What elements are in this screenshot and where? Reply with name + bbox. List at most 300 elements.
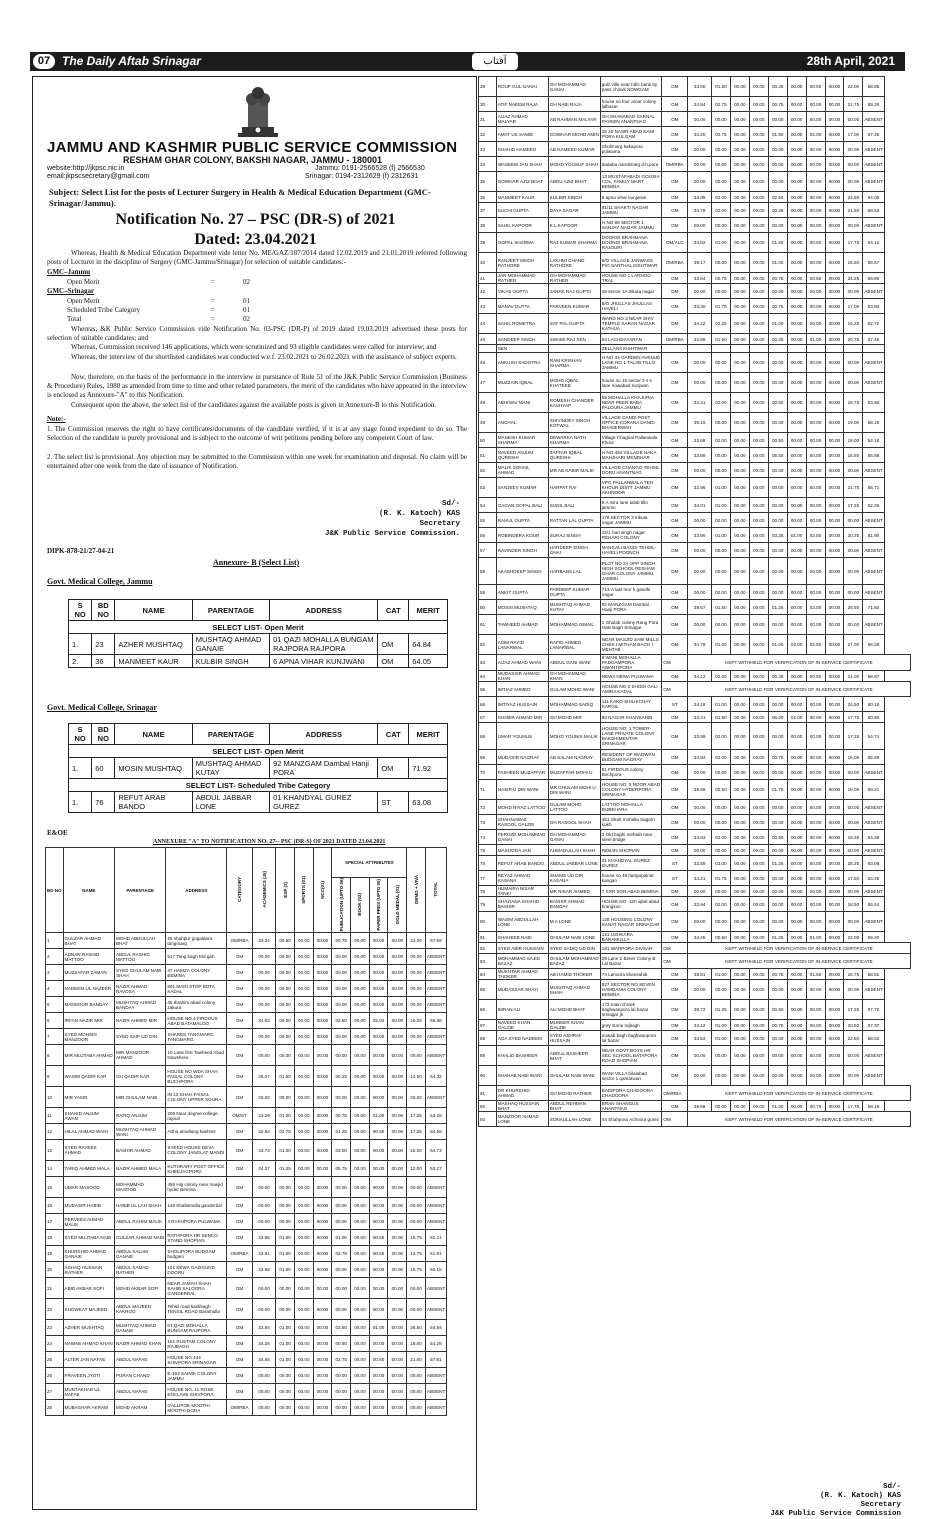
- table-cell: RAFIQ ANJUM: [114, 1108, 165, 1124]
- table-cell: 13 MUSTAFABAD/ GOUSIA COL, FAMILY MART BEMINA: [600, 172, 662, 192]
- table-cell: 00.00: [730, 897, 749, 912]
- table-row: [479, 448, 911, 463]
- table-cell: 00.00: [787, 671, 806, 682]
- table-cell: 25: [46, 1352, 64, 1368]
- table-cell: WARD NO 3 NEAR SHIV TEMPLE KARAN NAGAR KATHUA: [600, 314, 662, 334]
- table-cell: 59.89: [863, 273, 884, 284]
- table-cell: 00.00: [688, 112, 712, 127]
- table-cell: 00.00: [844, 765, 863, 780]
- table-cell: 00.00: [806, 912, 825, 932]
- table-cell: 00.00: [388, 933, 407, 949]
- table-row: [479, 1046, 911, 1066]
- table-cell: OM: [662, 954, 688, 969]
- table-cell: 15.50: [844, 253, 863, 273]
- table-cell: 00.00: [787, 448, 806, 463]
- table-cell: 00.00: [749, 413, 768, 433]
- table-cell: 00.00: [252, 997, 275, 1013]
- table-cell: 00.00: [294, 1400, 313, 1416]
- table-cell: ABSENT: [863, 585, 884, 600]
- table-cell: 01.50: [806, 969, 825, 980]
- table-cell: 00.00: [313, 1087, 332, 1108]
- table-cell: HOUSE NO 1 LARNOO TRAL: [600, 273, 662, 284]
- table-cell: 00.00: [313, 1108, 332, 1124]
- table-cell: 00.00: [825, 273, 844, 284]
- table-cell: ABDUL NAFAE: [114, 1352, 165, 1368]
- table-cell: OM: [662, 886, 688, 897]
- table-cell: 00.00: [825, 192, 844, 203]
- table-cell: SEN: [496, 345, 548, 353]
- table-cell: 02.75: [711, 127, 730, 142]
- table-cell: 51: [479, 448, 497, 463]
- column-header-text: NCC(01): [319, 880, 325, 899]
- table-cell: 34.63: [252, 1013, 275, 1029]
- table-cell: 38.81: [688, 969, 712, 980]
- table-cell: 01.25: [332, 1124, 351, 1140]
- table-cell: 02.25: [711, 314, 730, 334]
- table-cell: 00.00: [294, 1013, 313, 1029]
- table-cell: 00.00: [688, 373, 712, 393]
- table-cell: 10 Lane first Tawheed Abad Nowshera: [166, 1045, 227, 1066]
- table-cell: 33.98: [252, 1262, 275, 1278]
- table-row: [46, 981, 473, 997]
- table-cell: MIR YASIR: [63, 1087, 114, 1108]
- table-cell: 827 SECTOR NO SEVEN HAMDANIA COLONY BEMINA: [600, 980, 662, 1000]
- table-cell: ABSENT: [425, 1029, 446, 1045]
- table-cell: 00.00: [332, 1177, 351, 1198]
- table-cell: ZAFFAR IQBAL QURESHI: [548, 448, 600, 463]
- table-cell: OM: [227, 949, 253, 965]
- table-cell: OM: [227, 1352, 253, 1368]
- table-cell: AIJAZ AHMAD MALYAR: [496, 112, 548, 127]
- table-cell: 00.00: [313, 1161, 332, 1177]
- table-cell: NAWAB AHMAD KHAN: [63, 1336, 114, 1352]
- table-cell: 44 Shahpora Achoora gurez: [600, 1112, 662, 1127]
- paragraph-2: Whereas, &K Public Service Commission vide Notification No. 03-PSC (DR-P) of 2019 dated 19.03.2019 advertised these posts for selection of suitable candidates; and: [47, 325, 467, 342]
- table-cell: IMRAN ALI: [496, 1000, 548, 1020]
- table-cell: 00.00: [787, 1031, 806, 1046]
- table-cell: ANCHAL: [496, 413, 548, 433]
- table-cell: 00.00: [711, 1101, 730, 1112]
- table-cell: OM: [662, 218, 688, 233]
- table-cell: 23: [46, 1320, 64, 1336]
- table-cell: 00.00: [749, 203, 768, 218]
- table-cell: 00.00: [787, 912, 806, 932]
- table-cell: NAVEED KHAN GALZIE: [496, 1020, 548, 1031]
- table-cell: 00.00: [844, 1046, 863, 1066]
- table-cell: 456 Hig colony near masjid hyder Bemina: [166, 1177, 227, 1198]
- table-cell: OM: [662, 969, 688, 980]
- table-cell: 01.00: [276, 1320, 295, 1336]
- table-cell: VILLAGE DANDI POST OFFICE KORANA DANDI BHADERWAH: [600, 413, 662, 433]
- table-cell: [479, 345, 497, 353]
- table-cell: 00.25: [768, 77, 787, 97]
- table-cell: 00.00: [294, 1087, 313, 1108]
- table-cell: 00.00: [787, 1000, 806, 1020]
- table-cell: 00.00: [351, 933, 370, 949]
- table-cell: GULAM MOHD LATTOO: [548, 800, 600, 815]
- table-cell: 19.00: [844, 413, 863, 433]
- table-cell: [749, 345, 768, 353]
- table-cell: 00.00: [276, 1177, 295, 1198]
- table-cell: MOSIN MUSHTAQ: [115, 758, 192, 779]
- table-cell: GH MOHAMMAD GANAI: [548, 830, 600, 845]
- table-cell: 00.00: [768, 897, 787, 912]
- annexure-a-title: ANNEXURE "A" TO NOTIFICATION NO. 27-- PSC (DR-S) OF 2021 DATED 23.04.2021: [153, 839, 386, 845]
- table-cell: 33.99: [688, 723, 712, 750]
- column-header: MERIT: [409, 600, 448, 621]
- table-cell: 02.00: [711, 830, 730, 845]
- table-cell: 00.00: [749, 1066, 768, 1086]
- table-row: [479, 815, 911, 830]
- table-cell: OM/RBA: [662, 334, 688, 345]
- table-cell: 00.00: [730, 845, 749, 856]
- column-header-text: GOLD MEDAL (01): [394, 884, 400, 925]
- table-cell: OM: [662, 413, 688, 433]
- table-cell: 00.00: [688, 912, 712, 932]
- table-cell: 17.25: [844, 723, 863, 750]
- table-cell: 00.00: [730, 127, 749, 142]
- table-cell: 00.00: [388, 1087, 407, 1108]
- table-cell: 15.75: [407, 1230, 426, 1246]
- table-cell: 00.00: [749, 1000, 768, 1020]
- table-cell: 81 FIRDOUS colony Bochpora: [600, 765, 662, 780]
- table-cell: 00.00: [407, 1214, 426, 1230]
- table-cell: 00.00: [294, 1108, 313, 1124]
- issue-date: 28th April, 2021: [806, 54, 895, 68]
- table-cell: 00.00: [730, 448, 749, 463]
- table-cell: 00.00: [332, 1029, 351, 1045]
- table-cell: KEPT WITHHELD FOR VERIFICATION OF IN-SERVICE CERTIFICATE: [688, 1112, 910, 1127]
- table-cell: 00.00: [730, 830, 749, 845]
- table-cell: 16.00: [844, 750, 863, 765]
- table-cell: 00.00: [351, 997, 370, 1013]
- table-cell: MUSHTAQ AHMAD SHAH: [548, 980, 600, 1000]
- table-cell: 71: [479, 780, 497, 800]
- table-cell: REBAN SHOPIAN: [600, 845, 662, 856]
- national-emblem-icon: [228, 81, 288, 139]
- table-cell: ABDUL NAFAE: [114, 1384, 165, 1400]
- table-cell: 00.00: [768, 172, 787, 192]
- table-cell: 03.00: [711, 856, 730, 871]
- table-cell: ZELLANA KISHTWAR: [600, 345, 662, 353]
- column-header: PARENTAGE: [192, 724, 269, 745]
- table-cell: 00.00: [711, 543, 730, 558]
- right-signature-block: [770, 1483, 901, 1519]
- table-cell: 00.00: [313, 949, 332, 965]
- table-cell: 00.00: [825, 845, 844, 856]
- table-cell: OM: [662, 800, 688, 815]
- table-row: [479, 712, 911, 723]
- table-cell: MUSHTAQ AHMAD WANI: [114, 1124, 165, 1140]
- signatory-name: (R. K. Katoch) KAS: [378, 510, 460, 518]
- table-cell: 00.00: [351, 1161, 370, 1177]
- table-cell: 00.00: [844, 1066, 863, 1086]
- table-cell: 02.50: [768, 192, 787, 203]
- table-cell: 01.00: [276, 1108, 295, 1124]
- table-row: [46, 1161, 473, 1177]
- table-cell: 43: [479, 299, 497, 314]
- table-cell: 00.00: [825, 203, 844, 218]
- table-cell: 60: [92, 758, 115, 779]
- total-label: Total: [67, 315, 82, 323]
- table-cell: NASIR U DIN WANI: [496, 780, 548, 800]
- table-cell: WASIM QADIR KAR: [63, 1066, 114, 1087]
- table-cell: 00.00: [806, 585, 825, 600]
- table-cell: ABSENT: [863, 1046, 884, 1066]
- total-count: 02: [243, 315, 250, 323]
- table-cell: 00.00: [388, 1230, 407, 1246]
- gmc-srinagar-st-count: 01: [243, 306, 250, 314]
- table-cell: 00.00: [768, 498, 787, 513]
- table-cell: 00.00: [351, 1230, 370, 1246]
- table-cell: 00.50: [369, 1246, 388, 1262]
- table-cell: 21.00: [844, 671, 863, 682]
- table-cell: 32.84: [252, 1124, 275, 1140]
- table-cell: HUMAIRA NISAR TANKI: [496, 886, 548, 897]
- table-cell: ATIF NAEEM RAJA: [496, 97, 548, 112]
- table-cell: 00.00: [730, 1066, 749, 1086]
- table-cell: 01.00: [711, 969, 730, 980]
- table-cell: MOHD AKBAR SOFI: [114, 1278, 165, 1299]
- table-cell: MASHAQ HUSSAIN BHAT: [496, 1101, 548, 1112]
- table-cell: ABSENT: [863, 615, 884, 635]
- table-cell: 00.00: [388, 1029, 407, 1045]
- table-cell: 00.00: [749, 353, 768, 373]
- table-cell: ABSENT: [863, 513, 884, 528]
- table-cell: SYED GHULAM NABI SHAH: [114, 965, 165, 981]
- table-row: [479, 543, 911, 558]
- table-cell: 92 MANZGAM Dambal Hanji PORA: [270, 758, 378, 779]
- table-cell: 86: [479, 1000, 497, 1020]
- table-cell: 00.00: [825, 513, 844, 528]
- table-cell: 00.00: [787, 830, 806, 845]
- table-cell: 37: [479, 203, 497, 218]
- table-cell: house no four amar colony lalbazar: [600, 97, 662, 112]
- table-cell: ADNAN RASHID MATTOO: [63, 949, 114, 965]
- table-cell: SAT PAL GUPTA: [548, 314, 600, 334]
- table-row: [479, 413, 911, 433]
- table-row: [479, 157, 911, 172]
- column-header-total: [425, 848, 446, 933]
- table-cell: MUNEER KHAN GALZIE: [548, 1020, 600, 1031]
- equals-sign: =: [211, 315, 215, 323]
- table-cell: ABSENT: [425, 1299, 446, 1320]
- table-cell: 00.00: [276, 1384, 295, 1400]
- table-cell: 54.28: [425, 1336, 446, 1352]
- table-cell: 00.00: [351, 981, 370, 997]
- table-cell: TARIQ AHMED MALA: [63, 1161, 114, 1177]
- table-cell: 00.00: [806, 448, 825, 463]
- table-cell: MANMEET KAUR: [115, 655, 192, 668]
- table-cell: 00.00: [688, 765, 712, 780]
- table-cell: 00.00: [749, 393, 768, 413]
- table-cell: 00.00: [787, 463, 806, 478]
- table-cell: 00.00: [787, 413, 806, 433]
- table-cell: 00.00: [806, 897, 825, 912]
- table-cell: SWAMI RAJ SEN: [548, 334, 600, 345]
- table-cell: 00.50: [369, 1124, 388, 1140]
- table-cell: 00.00: [351, 1400, 370, 1416]
- table-cell: 00.50: [276, 933, 295, 949]
- table-cell: 00.00: [407, 1384, 426, 1400]
- table-cell: 17.25: [844, 1000, 863, 1020]
- table-cell: 21.00: [407, 1352, 426, 1368]
- table-cell: 56: [479, 528, 497, 543]
- table-cell: 59 MOHALLA KHAJURIA NEAR PEER BABA PALOURA JAMMU: [600, 393, 662, 413]
- table-cell: 00.00: [806, 1020, 825, 1031]
- table-cell: 01.00: [806, 932, 825, 943]
- table-cell: 00.00: [351, 1262, 370, 1278]
- table-cell: 25 25 NASIR ABAD KANI PORA KULGAM: [600, 127, 662, 142]
- column-header-acad: [252, 848, 275, 933]
- table-cell: 00.00: [730, 886, 749, 897]
- table-cell: 00.50: [806, 671, 825, 682]
- table-cell: 00.00: [768, 543, 787, 558]
- table-row: [479, 615, 911, 635]
- table-cell: HARBANS LAL: [548, 558, 600, 585]
- table-cell: 64.84: [425, 1320, 446, 1336]
- table-cell: 00.00: [332, 1368, 351, 1384]
- table-cell: OM: [662, 1020, 688, 1031]
- table-cell: ABSENT: [425, 1278, 446, 1299]
- table-cell: 713-A last mor h gandhi nagar: [600, 585, 662, 600]
- gmc-jammu-om-count: 02: [243, 278, 250, 286]
- table-cell: 00.00: [844, 800, 863, 815]
- table-cell: ABDUL RAHIM MALIK: [114, 1214, 165, 1230]
- table-cell: 01.75: [711, 299, 730, 314]
- table-row: [479, 969, 911, 980]
- table-cell: 00.00: [276, 1013, 295, 1029]
- table-cell: 00.00: [768, 558, 787, 585]
- table-cell: 00.00: [787, 750, 806, 765]
- table-cell: 00.00: [787, 284, 806, 299]
- column-header-text: PAPER PRES (UPTO 05): [376, 878, 382, 931]
- table-row: [479, 1101, 911, 1112]
- table-cell: 00.00: [730, 334, 749, 345]
- table-cell: SYED RAYEES AHMAD: [63, 1140, 114, 1161]
- table-cell: 00.00: [787, 856, 806, 871]
- table-cell: 17.00: [844, 127, 863, 142]
- errors-omissions-note: E&OE: [47, 829, 68, 837]
- table-cell: 01.25: [711, 1000, 730, 1020]
- table-cell: 00.00: [351, 965, 370, 981]
- table-cell: OM: [662, 353, 688, 373]
- table-cell: 00.00: [388, 1336, 407, 1352]
- table-cell: 00.00: [688, 1066, 712, 1086]
- table-cell: 18.00: [407, 1336, 426, 1352]
- table-cell: 22: [46, 1299, 64, 1320]
- table-cell: 00.00: [730, 142, 749, 157]
- table-cell: 00.75: [768, 750, 787, 765]
- table-cell: 00.00: [768, 886, 787, 897]
- table-cell: 00.00: [825, 299, 844, 314]
- column-header: ADDRESS: [270, 724, 378, 745]
- page-number: 07: [33, 54, 55, 69]
- table-cell: 00.00: [806, 373, 825, 393]
- table-cell: 00.00: [806, 1000, 825, 1020]
- table-cell: AZHER MUSHTAQ: [115, 634, 192, 655]
- table-cell: 00.00: [407, 949, 426, 965]
- select-list-section: SELECT LIST- Open Merit: [69, 621, 448, 634]
- table-cell: GHULAM NABI LONE: [548, 932, 600, 943]
- annexure-a-continued: [478, 76, 905, 1518]
- table-cell: 00.00: [332, 965, 351, 981]
- table-cell: 25.25: [844, 856, 863, 871]
- table-cell: E-163 SAINIK COLONY JAMMU: [166, 1368, 227, 1384]
- table-cell: MOHD IQBAL KHATEEB: [548, 373, 600, 393]
- table-cell: 00.00: [407, 1368, 426, 1384]
- table-cell: 00.75: [768, 299, 787, 314]
- table-cell: 00.00: [294, 1198, 313, 1214]
- table-cell: MIR GHULAM NABI: [114, 1087, 165, 1108]
- table-cell: OM: [662, 600, 688, 615]
- table-cell: OM: [662, 943, 688, 954]
- table-cell: HABIB UL LAH SHAH: [114, 1198, 165, 1214]
- table-cell: 00.00: [825, 750, 844, 765]
- table-cell: 60.66: [863, 712, 884, 723]
- table-cell: 85: [479, 980, 497, 1000]
- table-cell: 55: [479, 513, 497, 528]
- table-cell: 00.00: [749, 218, 768, 233]
- table-cell: 25 shahpur gogaldara tangmarg: [166, 933, 227, 949]
- table-cell: 39.17: [688, 253, 712, 273]
- table-cell: AMAT US SAMIE: [496, 127, 548, 142]
- table-cell: 00.00: [825, 765, 844, 780]
- table-cell: 55.38: [425, 1013, 446, 1029]
- table-cell: 01 QAZI MOHALLA BUNGAM RAJPORA: [166, 1320, 227, 1336]
- table-cell: 9 A mira lane talab tillo jammu: [600, 498, 662, 513]
- table-cell: 15: [46, 1177, 64, 1198]
- table-cell: 00.00: [844, 558, 863, 585]
- table-cell: 00.00: [825, 334, 844, 345]
- table-cell: 00.00: [730, 1000, 749, 1020]
- table-cell: 00.00: [730, 871, 749, 886]
- table-cell: 17: [46, 1214, 64, 1230]
- note-heading: Note:-: [47, 415, 66, 423]
- table-cell: 63.08: [863, 856, 884, 871]
- table-cell: OM: [662, 780, 688, 800]
- table-cell: OM: [227, 1230, 253, 1246]
- table-row: [479, 845, 911, 856]
- table-row: [479, 682, 911, 697]
- table-cell: 00.00: [711, 845, 730, 856]
- table-cell: 29 Lane 2 Bimer Colony B Lal Bazar: [600, 954, 662, 969]
- table-cell: 64 LACHDAYARAN: [600, 334, 662, 345]
- table-cell: 00.00: [730, 980, 749, 1000]
- table-row: [479, 192, 911, 203]
- table-cell: 111 KAKO SHILIKCHAY KARGIL: [600, 697, 662, 712]
- table-cell: MOHD RIYAZ LATTOO: [496, 800, 548, 815]
- table-cell: 00.00: [844, 142, 863, 157]
- table-cell: 00.00: [768, 463, 787, 478]
- table-cell: UMAR YOUNUS: [496, 723, 548, 750]
- table-cell: OM: [662, 765, 688, 780]
- table-row: [479, 635, 911, 655]
- table-cell: 00.00: [252, 1045, 275, 1066]
- table-cell: 178 SECTOR 3 trikuta nagar JAMMU: [600, 513, 662, 528]
- table-cell: 00.00: [806, 845, 825, 856]
- table-cell: 00.00: [787, 1066, 806, 1086]
- table-cell: GH MOHD MIR: [548, 712, 600, 723]
- table-cell: 23.00: [407, 933, 426, 949]
- table-cell: HOUSE NO. 5 NOOR ABAD COLONY HYDERPORA SRINAGAR: [600, 780, 662, 800]
- table-cell: 3: [46, 965, 64, 981]
- table-cell: 01.00: [369, 1320, 388, 1336]
- table-cell: 00.00: [749, 600, 768, 615]
- table-cell: ABDUL MAJEED KAKROO: [114, 1299, 165, 1320]
- table-cell: 16: [46, 1198, 64, 1214]
- table-cell: H NO 33 GARDEN AVENUE LANE NO 1 TALAB TILLO JAMMU: [600, 353, 662, 373]
